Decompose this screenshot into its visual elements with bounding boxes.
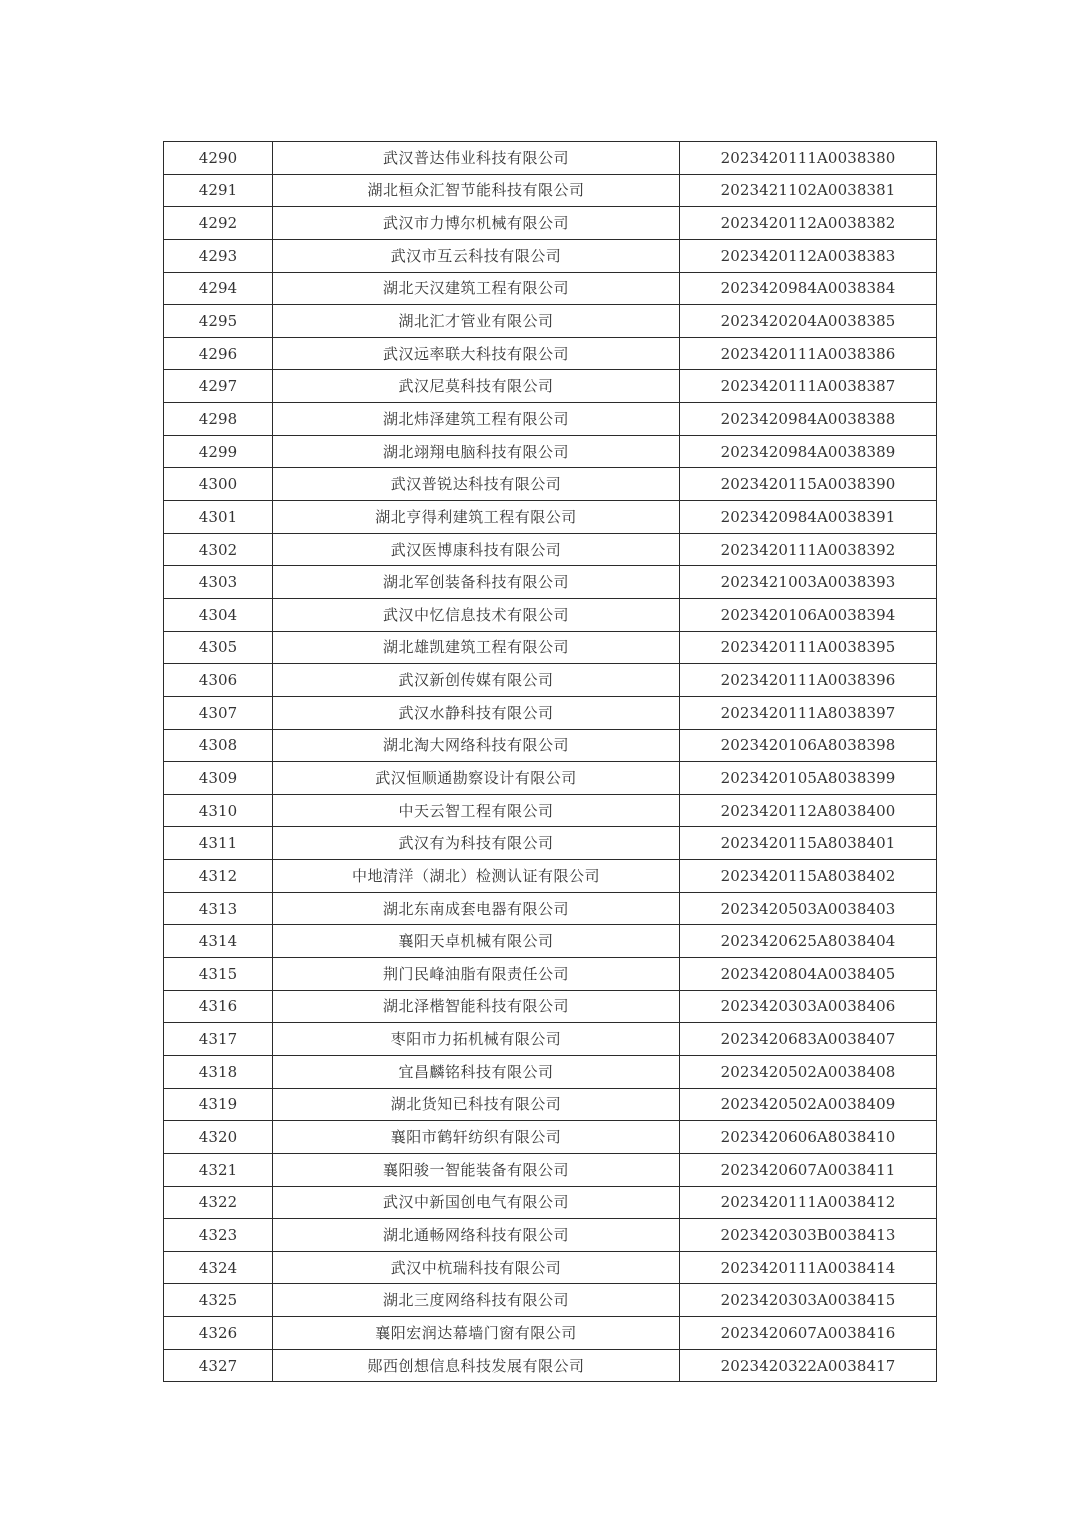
company-name-cell: 武汉中新国创电气有限公司 bbox=[273, 1186, 680, 1219]
company-name-cell: 郧西创想信息科技发展有限公司 bbox=[273, 1349, 680, 1382]
registration-code-cell: 2023420503A0038403 bbox=[680, 892, 937, 925]
registration-code-cell: 2023420111A0038387 bbox=[680, 370, 937, 403]
company-name-cell: 湖北军创装备科技有限公司 bbox=[273, 566, 680, 599]
registration-code-cell: 2023420804A0038405 bbox=[680, 958, 937, 991]
row-number-cell: 4323 bbox=[164, 1219, 273, 1252]
registration-code-cell: 2023420111A0038414 bbox=[680, 1251, 937, 1284]
row-number-cell: 4302 bbox=[164, 533, 273, 566]
row-number-cell: 4299 bbox=[164, 435, 273, 468]
table-row bbox=[164, 925, 937, 958]
table-row bbox=[164, 174, 937, 207]
table-row bbox=[164, 1055, 937, 1088]
table-row bbox=[164, 272, 937, 305]
company-name-cell: 武汉远率联大科技有限公司 bbox=[273, 337, 680, 370]
registration-code-cell: 2023420502A0038409 bbox=[680, 1088, 937, 1121]
table-row bbox=[164, 958, 937, 991]
company-name-cell: 湖北淘大网络科技有限公司 bbox=[273, 729, 680, 762]
row-number-cell: 4321 bbox=[164, 1153, 273, 1186]
row-number-cell: 4324 bbox=[164, 1251, 273, 1284]
row-number-cell: 4317 bbox=[164, 1023, 273, 1056]
table-row bbox=[164, 990, 937, 1023]
company-name-cell: 湖北通畅网络科技有限公司 bbox=[273, 1219, 680, 1252]
table-row bbox=[164, 1153, 937, 1186]
registration-code-cell: 2023420111A0038395 bbox=[680, 631, 937, 664]
row-number-cell: 4295 bbox=[164, 305, 273, 338]
registration-code-cell: 2023420984A0038391 bbox=[680, 501, 937, 534]
registration-code-cell: 2023420111A0038392 bbox=[680, 533, 937, 566]
company-name-cell: 湖北炜泽建筑工程有限公司 bbox=[273, 403, 680, 436]
table-row bbox=[164, 1023, 937, 1056]
row-number-cell: 4320 bbox=[164, 1121, 273, 1154]
table-row bbox=[164, 1186, 937, 1219]
company-name-cell: 武汉有为科技有限公司 bbox=[273, 827, 680, 860]
company-name-cell: 襄阳骏一智能装备有限公司 bbox=[273, 1153, 680, 1186]
table-row bbox=[164, 598, 937, 631]
company-name-cell: 武汉中杭瑞科技有限公司 bbox=[273, 1251, 680, 1284]
company-name-cell: 武汉普锐达科技有限公司 bbox=[273, 468, 680, 501]
table-row bbox=[164, 827, 937, 860]
company-name-cell: 枣阳市力拓机械有限公司 bbox=[273, 1023, 680, 1056]
table-row bbox=[164, 1088, 937, 1121]
registration-code-cell: 2023420683A0038407 bbox=[680, 1023, 937, 1056]
table-row bbox=[164, 1219, 937, 1252]
table-row bbox=[164, 207, 937, 240]
registration-code-cell: 2023420115A0038390 bbox=[680, 468, 937, 501]
registration-code-cell: 2023420607A0038416 bbox=[680, 1317, 937, 1350]
registration-code-cell: 2023420502A0038408 bbox=[680, 1055, 937, 1088]
row-number-cell: 4296 bbox=[164, 337, 273, 370]
company-name-cell: 湖北雄凯建筑工程有限公司 bbox=[273, 631, 680, 664]
table-row bbox=[164, 305, 937, 338]
registration-code-cell: 2023421003A0038393 bbox=[680, 566, 937, 599]
table-row bbox=[164, 239, 937, 272]
registration-code-cell: 2023420606A8038410 bbox=[680, 1121, 937, 1154]
table-row bbox=[164, 1317, 937, 1350]
company-name-cell: 襄阳天卓机械有限公司 bbox=[273, 925, 680, 958]
table-row bbox=[164, 435, 937, 468]
row-number-cell: 4292 bbox=[164, 207, 273, 240]
row-number-cell: 4325 bbox=[164, 1284, 273, 1317]
row-number-cell: 4301 bbox=[164, 501, 273, 534]
registration-code-cell: 2023420112A8038400 bbox=[680, 794, 937, 827]
row-number-cell: 4327 bbox=[164, 1349, 273, 1382]
table-row bbox=[164, 794, 937, 827]
registration-code-cell: 2023420303A0038415 bbox=[680, 1284, 937, 1317]
table-row bbox=[164, 403, 937, 436]
registration-code-cell: 2023420322A0038417 bbox=[680, 1349, 937, 1382]
row-number-cell: 4309 bbox=[164, 762, 273, 795]
table-row bbox=[164, 762, 937, 795]
row-number-cell: 4291 bbox=[164, 174, 273, 207]
row-number-cell: 4297 bbox=[164, 370, 273, 403]
row-number-cell: 4293 bbox=[164, 239, 273, 272]
registration-code-cell: 2023420984A0038388 bbox=[680, 403, 937, 436]
table-row bbox=[164, 696, 937, 729]
registration-code-cell: 2023420303A0038406 bbox=[680, 990, 937, 1023]
table-row bbox=[164, 892, 937, 925]
registration-code-cell: 2023420984A0038389 bbox=[680, 435, 937, 468]
company-name-cell: 荆门民峰油脂有限责任公司 bbox=[273, 958, 680, 991]
company-name-cell: 武汉中忆信息技术有限公司 bbox=[273, 598, 680, 631]
row-number-cell: 4308 bbox=[164, 729, 273, 762]
company-registry-table bbox=[163, 141, 937, 1382]
row-number-cell: 4319 bbox=[164, 1088, 273, 1121]
registration-code-cell: 2023420115A8038402 bbox=[680, 860, 937, 893]
company-name-cell: 湖北泽楷智能科技有限公司 bbox=[273, 990, 680, 1023]
registration-code-cell: 2023420607A0038411 bbox=[680, 1153, 937, 1186]
company-name-cell: 中天云智工程有限公司 bbox=[273, 794, 680, 827]
company-name-cell: 湖北汇才管业有限公司 bbox=[273, 305, 680, 338]
row-number-cell: 4290 bbox=[164, 142, 273, 175]
row-number-cell: 4303 bbox=[164, 566, 273, 599]
table-row bbox=[164, 1251, 937, 1284]
registration-code-cell: 2023420303B0038413 bbox=[680, 1219, 937, 1252]
row-number-cell: 4316 bbox=[164, 990, 273, 1023]
company-name-cell: 湖北东南成套电器有限公司 bbox=[273, 892, 680, 925]
registration-code-cell: 2023420115A8038401 bbox=[680, 827, 937, 860]
company-name-cell: 湖北桓众汇智节能科技有限公司 bbox=[273, 174, 680, 207]
company-name-cell: 湖北翊翔电脑科技有限公司 bbox=[273, 435, 680, 468]
row-number-cell: 4304 bbox=[164, 598, 273, 631]
row-number-cell: 4310 bbox=[164, 794, 273, 827]
row-number-cell: 4313 bbox=[164, 892, 273, 925]
table-row bbox=[164, 664, 937, 697]
row-number-cell: 4315 bbox=[164, 958, 273, 991]
table-row bbox=[164, 370, 937, 403]
company-name-cell: 武汉医博康科技有限公司 bbox=[273, 533, 680, 566]
row-number-cell: 4314 bbox=[164, 925, 273, 958]
registration-code-cell: 2023420204A0038385 bbox=[680, 305, 937, 338]
row-number-cell: 4307 bbox=[164, 696, 273, 729]
company-name-cell: 武汉市力博尔机械有限公司 bbox=[273, 207, 680, 240]
table-row bbox=[164, 533, 937, 566]
table-row bbox=[164, 142, 937, 175]
row-number-cell: 4311 bbox=[164, 827, 273, 860]
registration-code-cell: 2023420106A8038398 bbox=[680, 729, 937, 762]
company-name-cell: 湖北亨得利建筑工程有限公司 bbox=[273, 501, 680, 534]
company-name-cell: 襄阳市鹤轩纺织有限公司 bbox=[273, 1121, 680, 1154]
table-row bbox=[164, 729, 937, 762]
registration-code-cell: 2023420111A0038380 bbox=[680, 142, 937, 175]
company-name-cell: 湖北天汉建筑工程有限公司 bbox=[273, 272, 680, 305]
company-name-cell: 武汉尼莫科技有限公司 bbox=[273, 370, 680, 403]
table-row bbox=[164, 501, 937, 534]
table-row bbox=[164, 566, 937, 599]
row-number-cell: 4318 bbox=[164, 1055, 273, 1088]
table-row bbox=[164, 1121, 937, 1154]
registration-code-cell: 2023420106A0038394 bbox=[680, 598, 937, 631]
row-number-cell: 4312 bbox=[164, 860, 273, 893]
registration-code-cell: 2023421102A0038381 bbox=[680, 174, 937, 207]
registration-code-cell: 2023420105A8038399 bbox=[680, 762, 937, 795]
company-name-cell: 襄阳宏润达幕墙门窗有限公司 bbox=[273, 1317, 680, 1350]
registration-code-cell: 2023420112A0038383 bbox=[680, 239, 937, 272]
company-name-cell: 湖北三度网络科技有限公司 bbox=[273, 1284, 680, 1317]
registration-code-cell: 2023420111A0038396 bbox=[680, 664, 937, 697]
registration-code-cell: 2023420984A0038384 bbox=[680, 272, 937, 305]
company-name-cell: 武汉市互云科技有限公司 bbox=[273, 239, 680, 272]
table-row bbox=[164, 860, 937, 893]
company-name-cell: 湖北货知已科技有限公司 bbox=[273, 1088, 680, 1121]
row-number-cell: 4305 bbox=[164, 631, 273, 664]
company-name-cell: 中地清洋（湖北）检测认证有限公司 bbox=[273, 860, 680, 893]
registration-code-cell: 2023420112A0038382 bbox=[680, 207, 937, 240]
company-name-cell: 武汉水静科技有限公司 bbox=[273, 696, 680, 729]
table-row bbox=[164, 468, 937, 501]
registration-code-cell: 2023420625A8038404 bbox=[680, 925, 937, 958]
company-name-cell: 武汉普达伟业科技有限公司 bbox=[273, 142, 680, 175]
table-row bbox=[164, 1349, 937, 1382]
registration-code-cell: 2023420111A0038412 bbox=[680, 1186, 937, 1219]
row-number-cell: 4322 bbox=[164, 1186, 273, 1219]
registry-table-body bbox=[164, 142, 937, 1382]
row-number-cell: 4306 bbox=[164, 664, 273, 697]
table-row bbox=[164, 631, 937, 664]
row-number-cell: 4294 bbox=[164, 272, 273, 305]
company-name-cell: 武汉恒顺通勘察设计有限公司 bbox=[273, 762, 680, 795]
table-row bbox=[164, 337, 937, 370]
table-row bbox=[164, 1284, 937, 1317]
row-number-cell: 4298 bbox=[164, 403, 273, 436]
company-name-cell: 宜昌麟铭科技有限公司 bbox=[273, 1055, 680, 1088]
registration-code-cell: 2023420111A8038397 bbox=[680, 696, 937, 729]
company-name-cell: 武汉新创传媒有限公司 bbox=[273, 664, 680, 697]
registration-code-cell: 2023420111A0038386 bbox=[680, 337, 937, 370]
row-number-cell: 4300 bbox=[164, 468, 273, 501]
row-number-cell: 4326 bbox=[164, 1317, 273, 1350]
